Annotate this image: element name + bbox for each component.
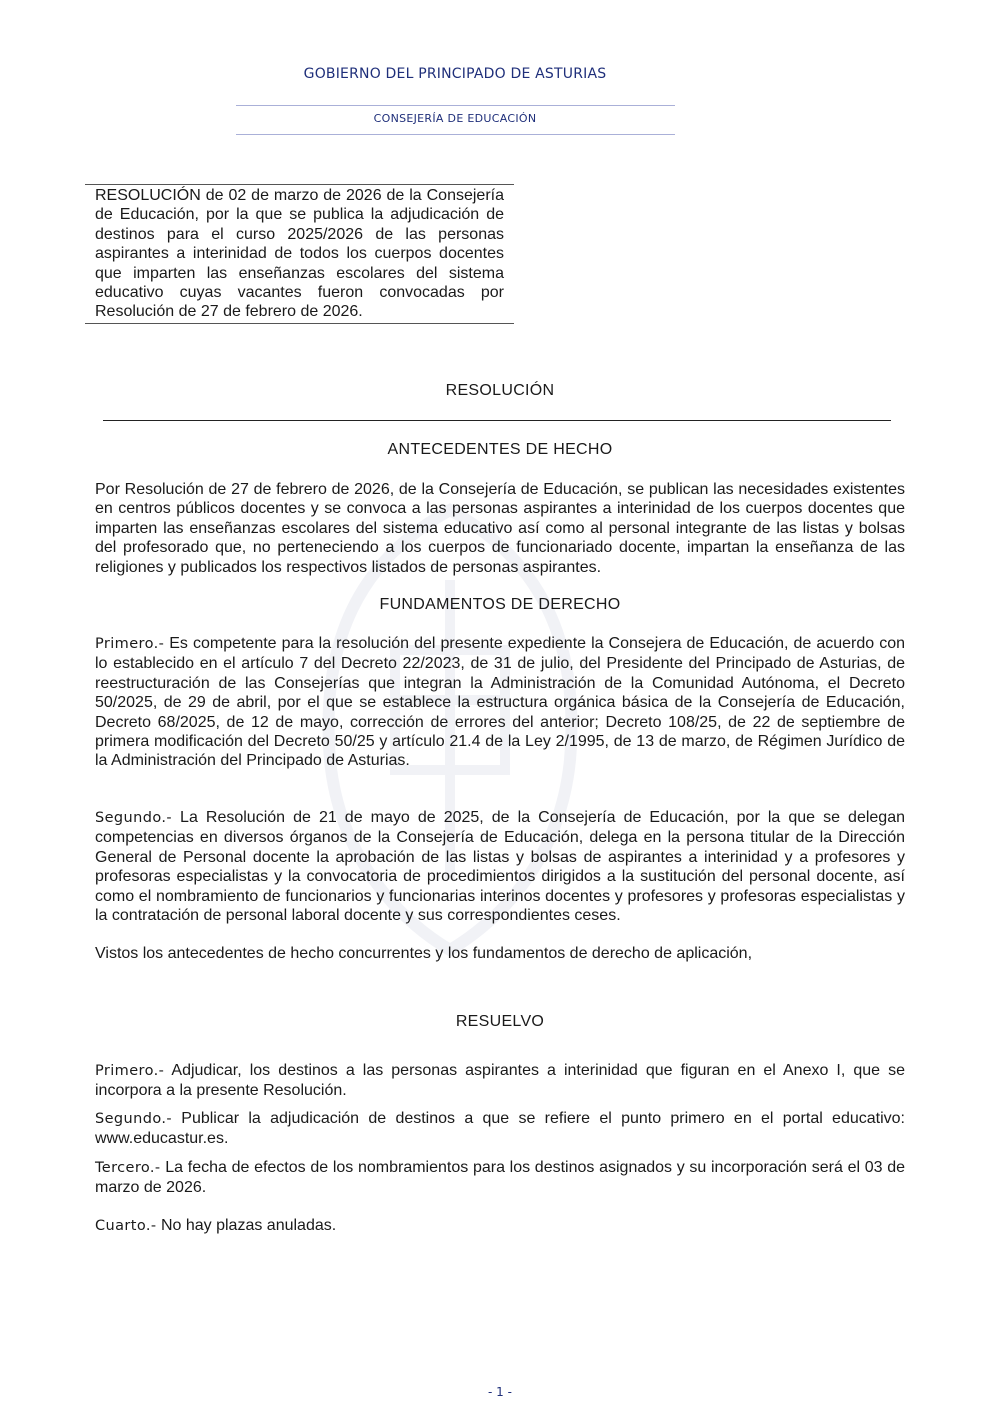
resuelvo-tercero-text: La fecha de efectos de los nombramientos para los destinos asignados y su incorporación será el 03 de marzo de 2026. (95, 1159, 905, 1197)
resuelvo-segundo-lead: Segundo.- (95, 1111, 172, 1127)
resuelvo-heading: RESUELVO (455, 1013, 545, 1030)
resuelvo-cuarto (95, 1216, 905, 1236)
resuelvo-cuarto-lead: Cuarto.- (95, 1218, 157, 1234)
fundamentos-primero-text: Es competente para la resolución del presente expediente la Consejera de Educación, de acuerdo con lo establecido en el artículo 7 del Decreto 22/2023, de 31 de julio, del Presidente del Principado de Asturias, de reestructuración de las Consejerías que integran la Administración de la Comunidad Autónoma, el Decreto 50/2025, de 29 de abril, por el que se establece la estructura orgánica básica de la Consejería de Educación, Decreto 68/2025, de 12 de mayo, corrección de errores del anterior; Decreto 108/25, de 22 de septiembre de primera modificación del Decreto 50/25 y artículo 21.4 de la Ley 2/1995, de 13 de marzo, de Régimen Jurídico de la Administración del Principado de Asturias. (95, 635, 905, 770)
fundamentos-heading: FUNDAMENTOS DE DERECHO (379, 596, 621, 613)
resuelvo-cuarto-text: No hay plazas anuladas. (156, 1217, 337, 1234)
header-rule-bottom (236, 134, 675, 135)
resuelvo-tercero-lead: Tercero.- (95, 1160, 161, 1176)
fundamentos-primero (95, 634, 905, 771)
department-header: CONSEJERÍA DE EDUCACIÓN (373, 112, 537, 125)
antecedentes-paragraph: Por Resolución de 27 de febrero de 2026, de la Consejería de Educación, se publican las necesidades existentes en centros públicos docentes y se convoca a las personas aspirantes a interinidad de los cuerpos docentes que imparten las enseñanzas escolares del sistema educativo así como al personal integrante de las listas y bolsas del profesorado que, no perteneciendo a los cuerpos de funcionariado docente, impartan la enseñanza de las religiones y publicados los respectivos listados de personas aspirantes. (95, 481, 905, 576)
document-title: RESOLUCIÓN (445, 382, 555, 399)
header-rule-top (236, 105, 675, 106)
resuelvo-primero-text: Adjudicar, los destinos a las personas aspirantes a interinidad que figuran en el Anexo I, que se incorpora a la presente Resolución. (95, 1062, 905, 1100)
resuelvo-segundo-text: Publicar la adjudicación de destinos a que se refiere el punto primero en el portal educativo: www.educastur.es. (95, 1110, 905, 1148)
resolution-summary: RESOLUCIÓN de 02 de marzo de 2026 de la Consejería de Educación, por la que se publica la adjudicación de destinos para el curso 2025/2026 de las personas aspirantes a interinidad de todos los cuerpos docentes que imparten las enseñanzas escolares del sistema educativo cuyas vacantes fueron convocadas por Resolución de 27 de febrero de 2026. (85, 184, 514, 324)
page-number: - 1 - (488, 1385, 512, 1399)
fundamentos-segundo-text: La Resolución de 21 de mayo de 2025, de la Consejería de Educación, por la que se delegan competencias en diversos órganos de la Consejería de Educación, delega en la persona titular de la Dirección General de Personal docente la aprobación de las listas y bolsas de aspirantes a interinidad y a profesores y profesoras especialistas y la convocatoria de procedimientos dirigidos a la sustitución del personal docente, así como el nombramiento de funcionarios y funcionarias interinos docentes y profesores y profesoras especialistas y la contratación de personal laboral docente y sus correspondientes ceses. (95, 809, 905, 925)
title-divider (103, 420, 891, 421)
resuelvo-primero (95, 1061, 905, 1101)
vistos-paragraph: Vistos los antecedentes de hecho concurrentes y los fundamentos de derecho de aplicación, (95, 945, 753, 962)
fundamentos-primero-lead: Primero.- (95, 636, 165, 652)
resuelvo-primero-lead: Primero.- (95, 1063, 165, 1079)
resuelvo-segundo (95, 1109, 905, 1149)
resuelvo-tercero (95, 1158, 905, 1198)
antecedentes-heading: ANTECEDENTES DE HECHO (387, 441, 613, 458)
fundamentos-segundo (95, 808, 905, 925)
government-header: GOBIERNO DEL PRINCIPADO DE ASTURIAS (303, 66, 607, 82)
fundamentos-segundo-lead: Segundo.- (95, 810, 172, 826)
